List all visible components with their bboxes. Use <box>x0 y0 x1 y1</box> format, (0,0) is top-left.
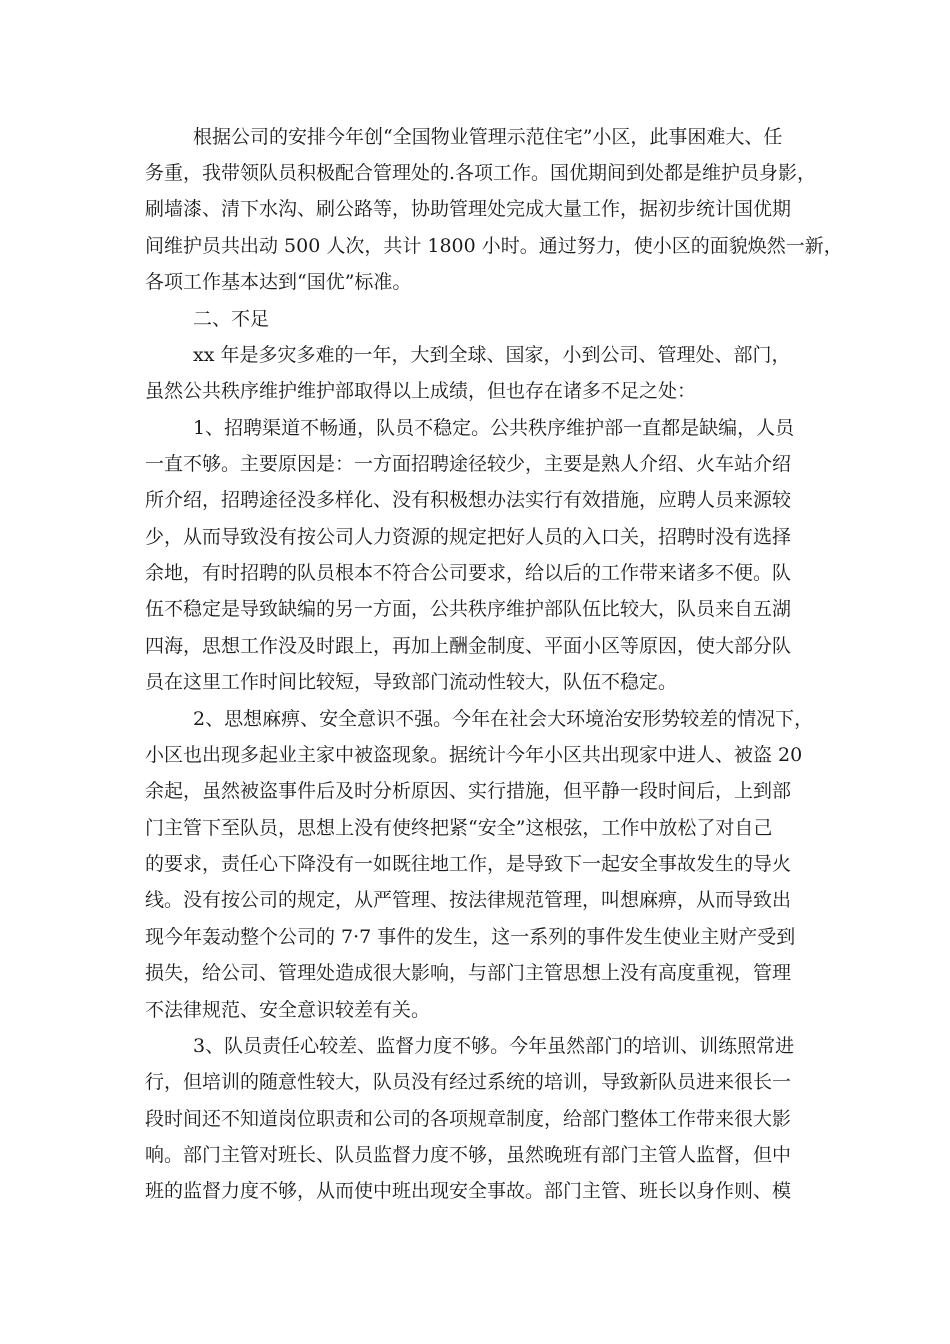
text-line: 班的监督力度不够，从而使中班出现安全事故。部门主管、班长以身作则、模 <box>145 1180 792 1202</box>
text-line: 务重，我带领队员积极配合管理处的.各项工作。国优期间到处都是维护员身影， <box>145 162 817 184</box>
text-line: 损失，给公司、管理处造成很大影响，与部门主管思想上没有高度重视，管理 <box>145 962 792 984</box>
text-line: 伍不稳定是导致缺编的另一方面，公共秩序维护部队伍比较大，队员来自五湖 <box>145 598 792 620</box>
text-line: 根据公司的安排今年创“全国物业管理示范住宅”小区，此事困难大、任 <box>193 126 783 148</box>
text-line: 各项工作基本达到“国优”标准。 <box>145 271 412 293</box>
text-line: 门主管下至队员，思想上没有使终把紧“安全”这根弦，工作中放松了对自己 <box>145 817 773 839</box>
text-line: 员在这里工作时间比较短，导致部门流动性较大，队伍不稳定。 <box>145 671 678 693</box>
text-line: 不法律规范、安全意识较差有关。 <box>145 999 431 1021</box>
text-line: 四海，思想工作没及时跟上，再加上酬金制度、平面小区等原因，使大部分队 <box>145 635 792 657</box>
text-line: 余起，虽然被盗事件后及时分析原因、实行措施，但平静一段时间后，上到部 <box>145 780 792 802</box>
text-line: 少，从而导致没有按公司人力资源的规定把好人员的入口关，招聘时没有选择 <box>145 526 792 548</box>
text-line: 现今年轰动整个公司的 7·7 事件的发生，这一系列的事件发生使业主财产受到 <box>145 926 796 948</box>
text-line: 余地，有时招聘的队员根本不符合公司要求，给以后的工作带来诸多不便。队 <box>145 562 792 584</box>
text-line: 段时间还不知道岗位职责和公司的各项规章制度，给部门整体工作带来很大影 <box>145 1108 792 1130</box>
section-heading: 二、不足 <box>193 308 270 330</box>
text-line: 行，但培训的随意性较大，队员没有经过系统的培训，导致新队员进来很长一 <box>145 1071 792 1093</box>
text-line: 2、思想麻痹、安全意识不强。今年在社会大环境治安形势较差的情况下， <box>193 708 814 730</box>
text-line: 所介绍，招聘途径没多样化、没有积极想办法实行有效措施，应聘人员来源较 <box>145 489 792 511</box>
text-line: 的要求，责任心下降没有一如既往地工作，是导致下一起安全事故发生的导火 <box>145 853 792 875</box>
text-line: 3、队员责任心较差、监督力度不够。今年虽然部门的培训、训练照常进 <box>193 1035 795 1057</box>
text-line: 响。部门主管对班长、队员监督力度不够，虽然晚班有部门主管人监督，但中 <box>145 1144 792 1166</box>
text-line: xx 年是多灾多难的一年，大到全球、国家，小到公司、管理处、部门， <box>193 344 791 366</box>
text-line: 1、招聘渠道不畅通，队员不稳定。公共秩序维护部一直都是缺编，人员 <box>193 417 795 439</box>
text-line: 刷墙漆、清下水沟、刷公路等，协助管理处完成大量工作，据初步统计国优期 <box>145 198 792 220</box>
text-line: 一直不够。主要原因是：一方面招聘途径较少，主要是熟人介绍、火车站介绍 <box>145 453 792 475</box>
text-line: 间维护员共出动 500 人次，共计 1800 小时。通过努力，使小区的面貌焕然一新， <box>145 235 843 257</box>
text-line: 线。没有按公司的规定，从严管理、按法律规范管理，叫想麻痹，从而导致出 <box>145 889 792 911</box>
text-line: 虽然公共秩序维护维护部取得以上成绩，但也存在诸多不足之处： <box>145 380 697 402</box>
text-line: 小区也出现多起业主家中被盗现象。据统计今年小区共出现家中进人、被盗 20 <box>145 744 803 766</box>
